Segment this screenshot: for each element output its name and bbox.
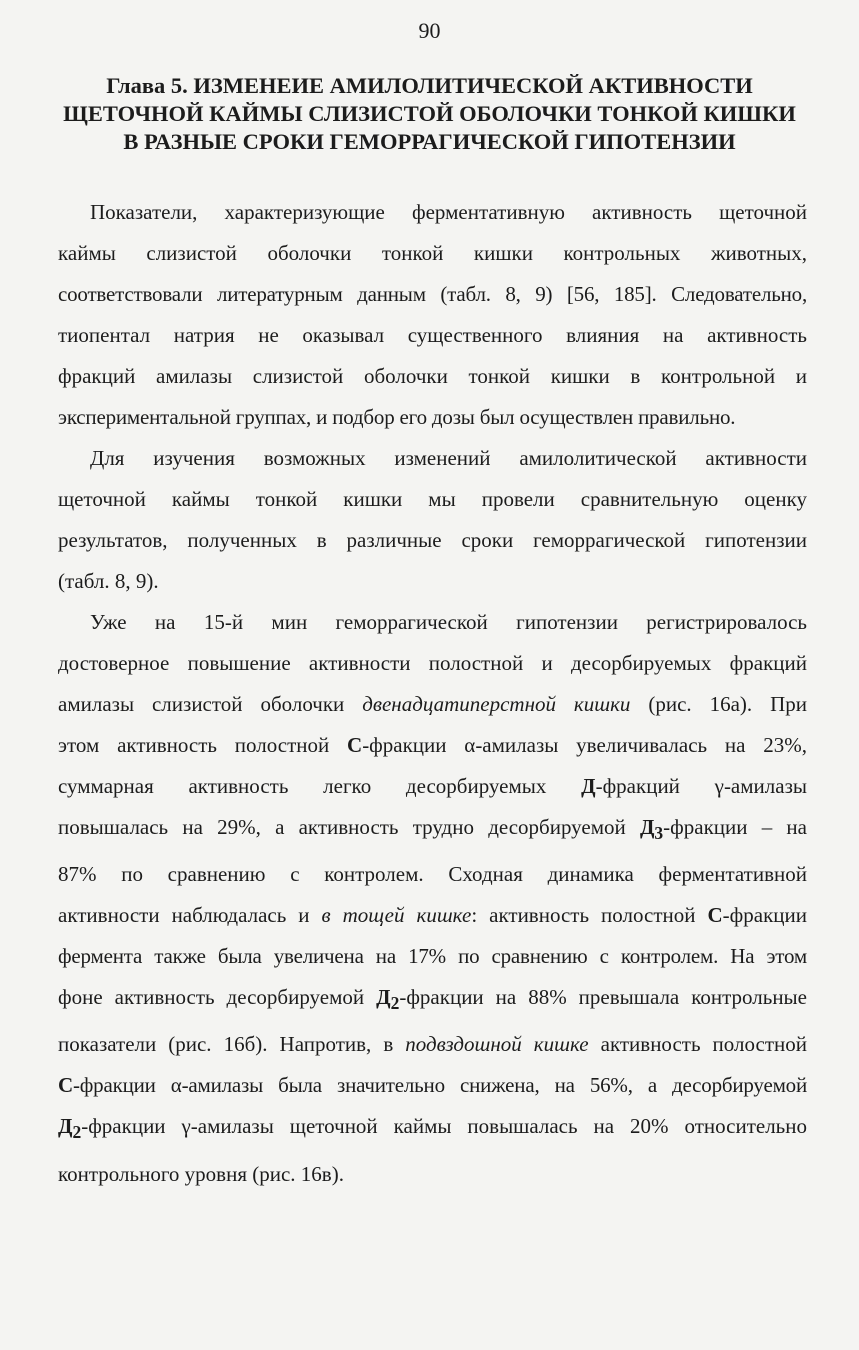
text-line: этом активность полостной С-фракции α-амилазы увеличивалась на 23%, xyxy=(58,733,807,757)
emphasis-text: подвздошной кишке xyxy=(405,1032,589,1057)
text-line: суммарная активность легко десорбируемых Д-фракций γ-амилазы xyxy=(58,774,807,798)
bold-fraction: $Д_3$ xyxy=(639,815,664,844)
text-line: экспериментальной группах, и подбор его дозы был осуществлен правильно. xyxy=(58,405,736,429)
text-line: щеточной каймы тонкой кишки мы провели сравнительную оценку xyxy=(58,487,807,511)
bold-fraction: Д xyxy=(581,774,596,798)
text-line: контрольного уровня (рис. 16в). xyxy=(58,1161,344,1186)
text-line: 87% по сравнению с контролем. Сходная динамика ферментативной xyxy=(58,862,807,887)
bold-fraction: С xyxy=(707,903,723,928)
paragraph-2 xyxy=(58,438,807,602)
paragraph-3 xyxy=(58,602,807,1195)
chapter-title-line: Глава 5. ИЗМЕНЕИЕ АМИЛОЛИТИЧЕСКОЙ АКТИВНОСТИ xyxy=(106,73,753,98)
text-line: фракций амилазы слизистой оболочки тонкой кишки в контрольной и xyxy=(58,364,807,388)
text-line: результатов, полученных в различные сроки геморрагической гипотензии xyxy=(58,528,807,552)
text-line: Показатели, характеризующие ферментативную активность щеточной xyxy=(90,200,807,224)
emphasis-text: двенадцатиперстной кишки xyxy=(362,692,631,716)
text-line: каймы слизистой оболочки тонкой кишки контрольных животных, xyxy=(58,241,807,265)
text-line: повышалась на 29%, а активность трудно десорбируемой $Д_3$-фракции – на xyxy=(58,815,807,844)
text-line: Для изучения возможных изменений амилолитической активности xyxy=(90,446,807,470)
text-line: достоверное повышение активности полостной и десорбируемых фракций xyxy=(58,651,807,675)
page-number: 90 xyxy=(418,18,441,43)
body-text xyxy=(58,192,807,1195)
text-line: $Д_2$-фракции γ-амилазы щеточной каймы повышалась на 20% относительно xyxy=(58,1114,807,1143)
text-line: активности наблюдалась и в тощей кишке: активность полостной С-фракции xyxy=(58,903,808,928)
emphasis-text: в тощей кишке xyxy=(321,903,472,928)
chapter-title xyxy=(50,72,809,156)
text-line: тиопентал натрия не оказывал существенного влияния на активность xyxy=(58,323,807,347)
paragraph-1 xyxy=(58,192,807,438)
chapter-title-line: В РАЗНЫЕ СРОКИ ГЕМОРРАГИЧЕСКОЙ ГИПОТЕНЗИИ xyxy=(123,129,736,154)
bold-fraction: С xyxy=(347,733,363,757)
text-line: показатели (рис. 16б). Напротив, в подвздошной кишке активность полостной xyxy=(58,1032,807,1057)
chapter-title-line: ЩЕТОЧНОЙ КАЙМЫ СЛИЗИСТОЙ ОБОЛОЧКИ ТОНКОЙ КИШКИ xyxy=(63,101,796,126)
text-line: (табл. 8, 9). xyxy=(58,569,159,593)
text-line: фоне активность десорбируемой $Д_2$-фракции на 88% превышала контрольные xyxy=(58,985,807,1014)
text-line: фермента также была увеличена на 17% по сравнению с контролем. На этом xyxy=(58,944,807,969)
bold-fraction: $Д_2$ xyxy=(58,1114,82,1143)
bold-fraction: С xyxy=(58,1073,73,1098)
text-line: соответствовали литературным данным (табл. 8, 9) [56, 185]. Следовательно, xyxy=(58,282,807,306)
text-line: С-фракции α-амилазы была значительно снижена, на 56%, а десорбируемой xyxy=(58,1073,807,1098)
text-line: Уже на 15-й мин геморрагической гипотензии регистрировалось xyxy=(90,610,807,634)
text-line: амилазы слизистой оболочки двенадцатиперстной кишки (рис. 16а). При xyxy=(58,692,807,716)
bold-fraction: $Д_2$ xyxy=(376,985,400,1014)
